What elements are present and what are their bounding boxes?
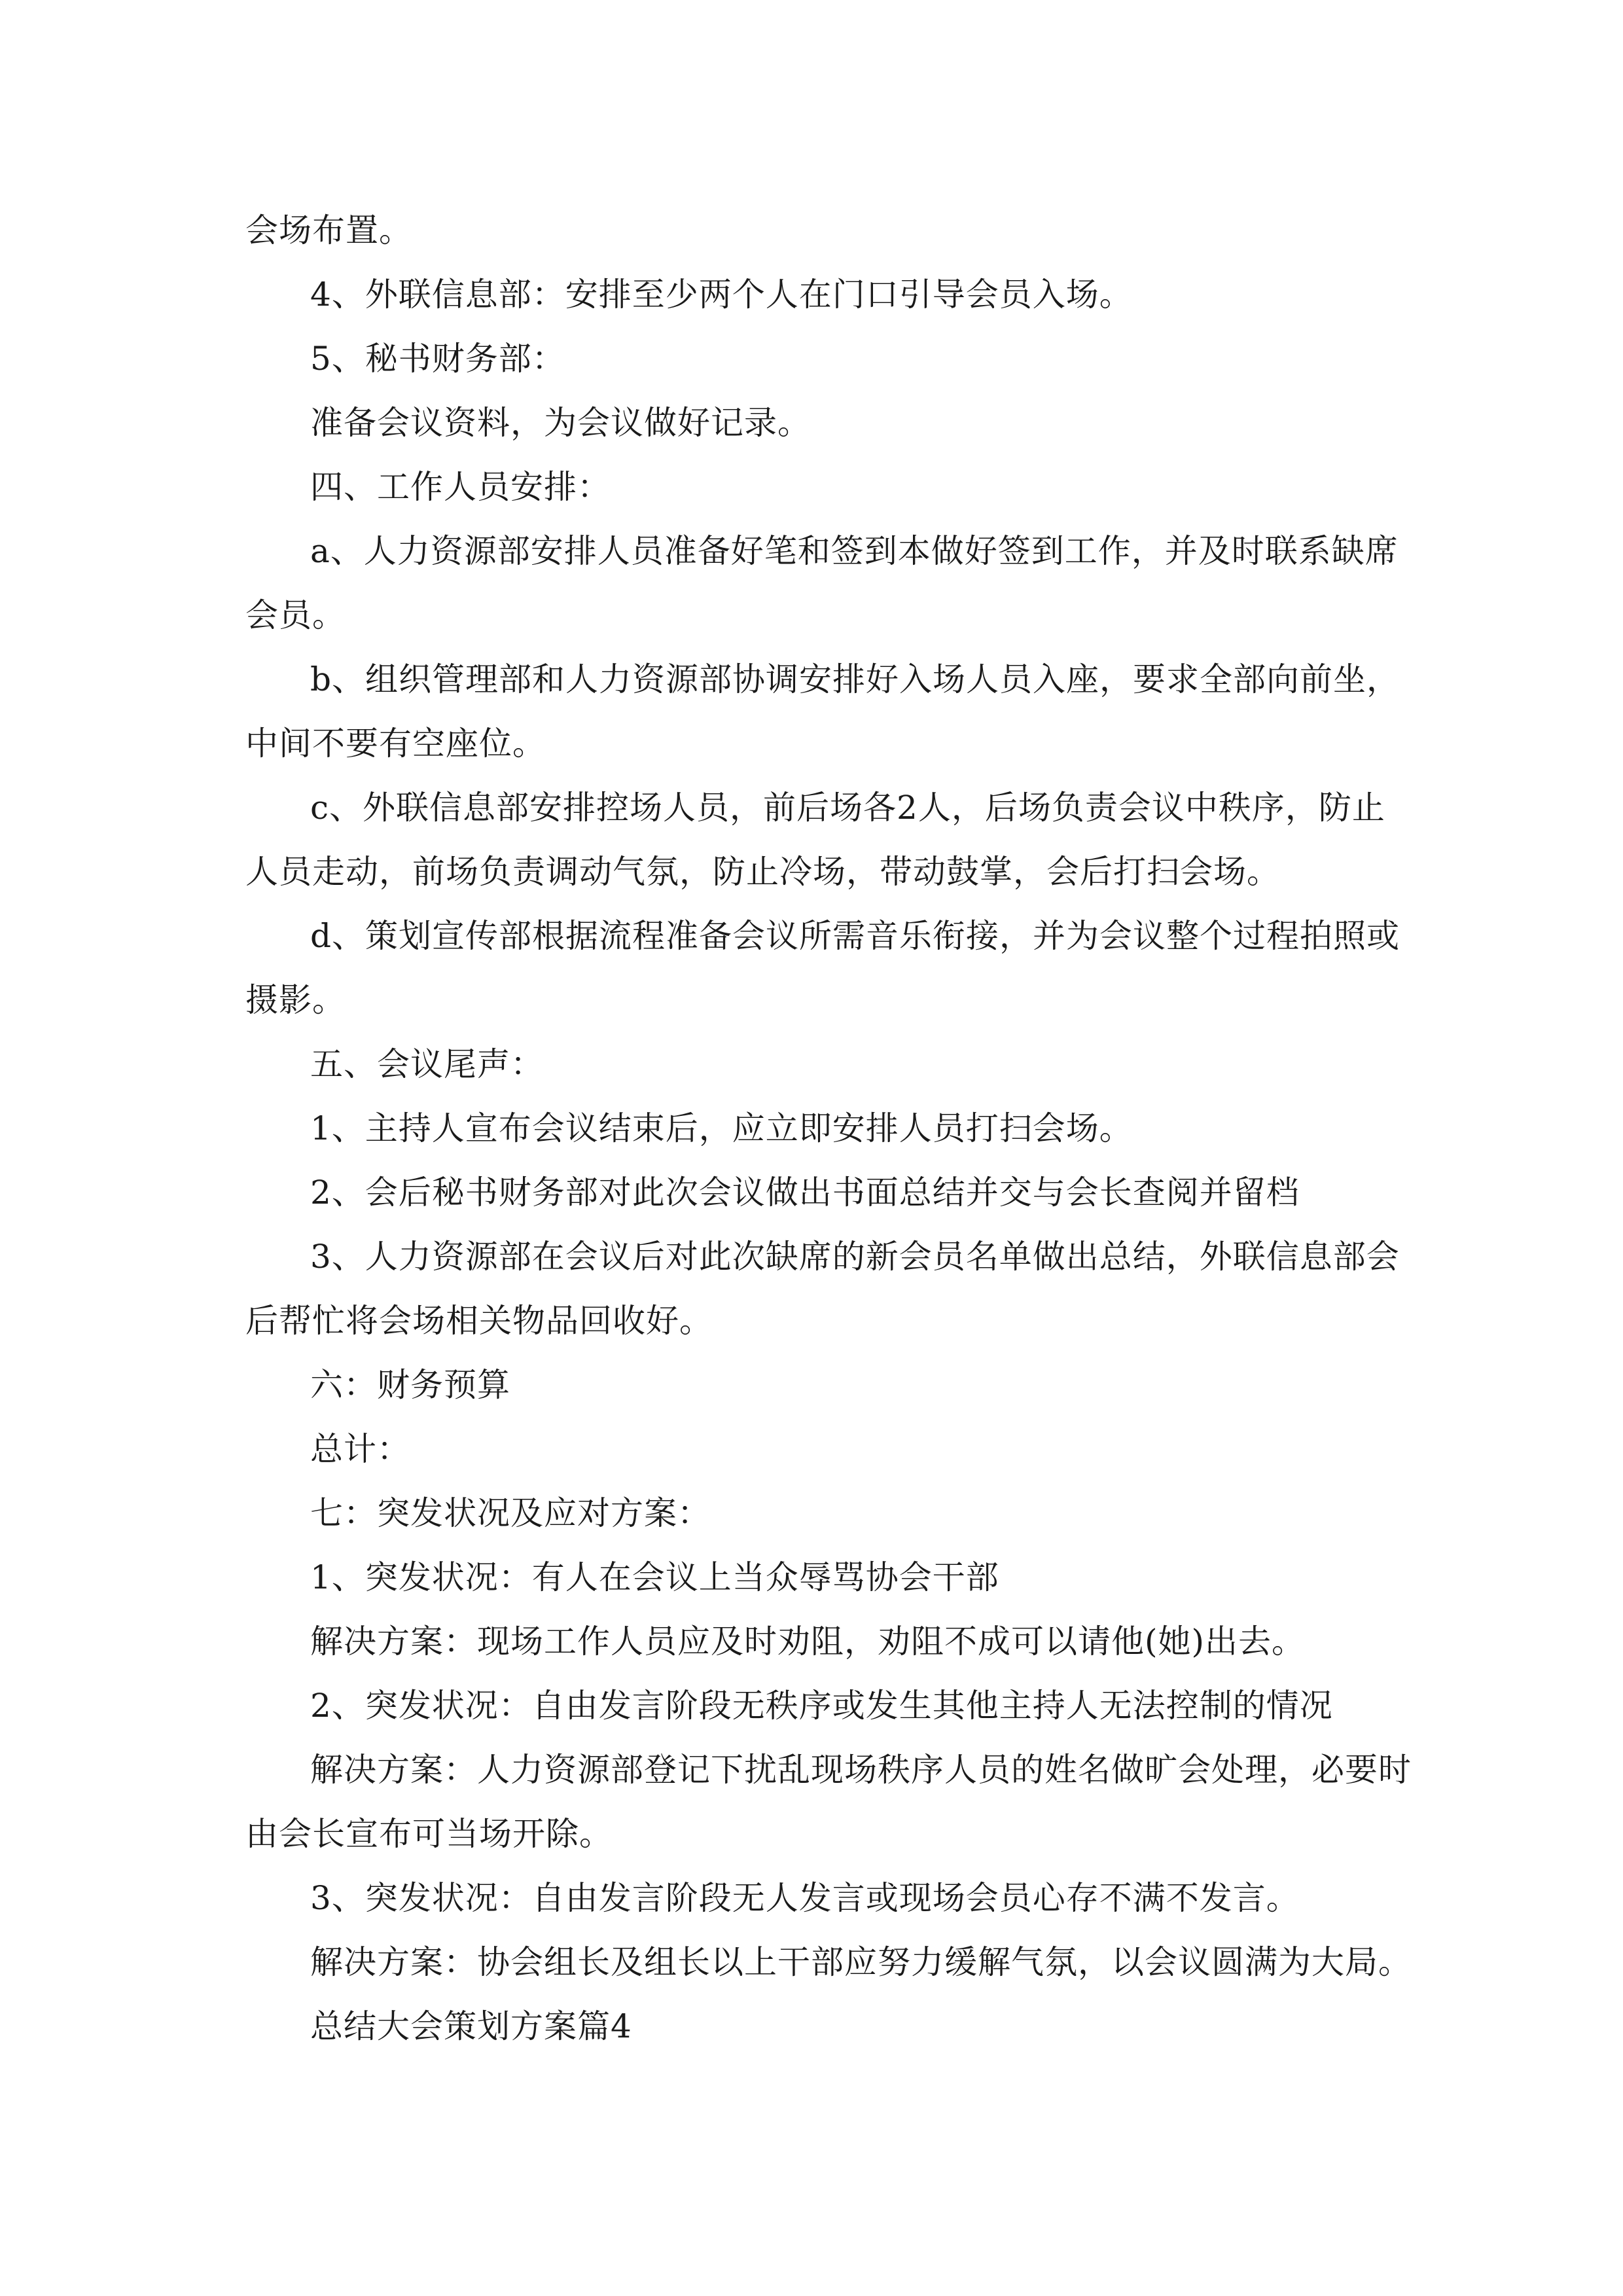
text-line: 中间不要有空座位。 [245,725,546,762]
text-line: 解决方案：人力资源部登记下扰乱现场秩序人员的姓名做旷会处理，必要时 [310,1751,1412,1789]
text-line: d、策划宣传部根据流程准备会议所需音乐衔接，并为会议整个过程拍照或 [310,917,1400,955]
text-line: 3、突发状况：自由发言阶段无人发言或现场会员心存不满不发言。 [310,1879,1300,1917]
text-line: 2、会后秘书财务部对此次会议做出书面总结并交与会长查阅并留档 [310,1174,1300,1211]
text-line: 会员。 [245,596,346,634]
text-line: 1、突发状况：有人在会议上当众辱骂协会干部 [310,1558,999,1596]
text-line: 解决方案：现场工作人员应及时劝阻，劝阻不成可以请他(她)出去。 [310,1623,1306,1660]
text-line: 由会长宣布可当场开除。 [245,1815,613,1853]
text-line: 摄影。 [245,981,346,1019]
section-heading: 五、会议尾声： [310,1045,544,1083]
text-line: 4、外联信息部：安排至少两个人在门口引导会员入场。 [310,276,1133,314]
text-line: 人员走动，前场负责调动气氛，防止冷场，带动鼓掌，会后打扫会场。 [245,853,1280,891]
text-line: c、外联信息部安排控场人员，前后场各2人，后场负责会议中秩序，防止 [310,789,1385,827]
section-heading: 六：财务预算 [310,1366,510,1404]
text-line: 2、突发状况：自由发言阶段无秩序或发生其他主持人无法控制的情况 [310,1687,1333,1725]
text-line: 会场布置。 [245,211,412,249]
text-line: a、人力资源部安排人员准备好笔和签到本做好签到工作，并及时联系缺席 [310,532,1399,570]
text-line: 准备会议资料，为会议做好记录。 [310,404,811,442]
text-line: 3、人力资源部在会议后对此次缺席的新会员名单做出总结，外联信息部会 [310,1238,1400,1276]
section-heading: 四、工作人员安排： [310,468,611,506]
text-line: 解决方案：协会组长及组长以上干部应努力缓解气氛，以会议圆满为大局。 [310,1943,1412,1981]
text-line: 总计： [310,1430,410,1468]
chapter-title: 总结大会策划方案篇4 [310,2007,632,2045]
text-line: 后帮忙将会场相关物品回收好。 [245,1302,713,1340]
text-line: 5、秘书财务部： [310,340,565,378]
section-heading: 七：突发状况及应对方案： [310,1494,711,1532]
text-line: b、组织管理部和人力资源部协调安排好入场人员入座，要求全部向前坐， [310,660,1400,698]
text-line: 1、主持人宣布会议结束后，应立即安排人员打扫会场。 [310,1109,1133,1147]
